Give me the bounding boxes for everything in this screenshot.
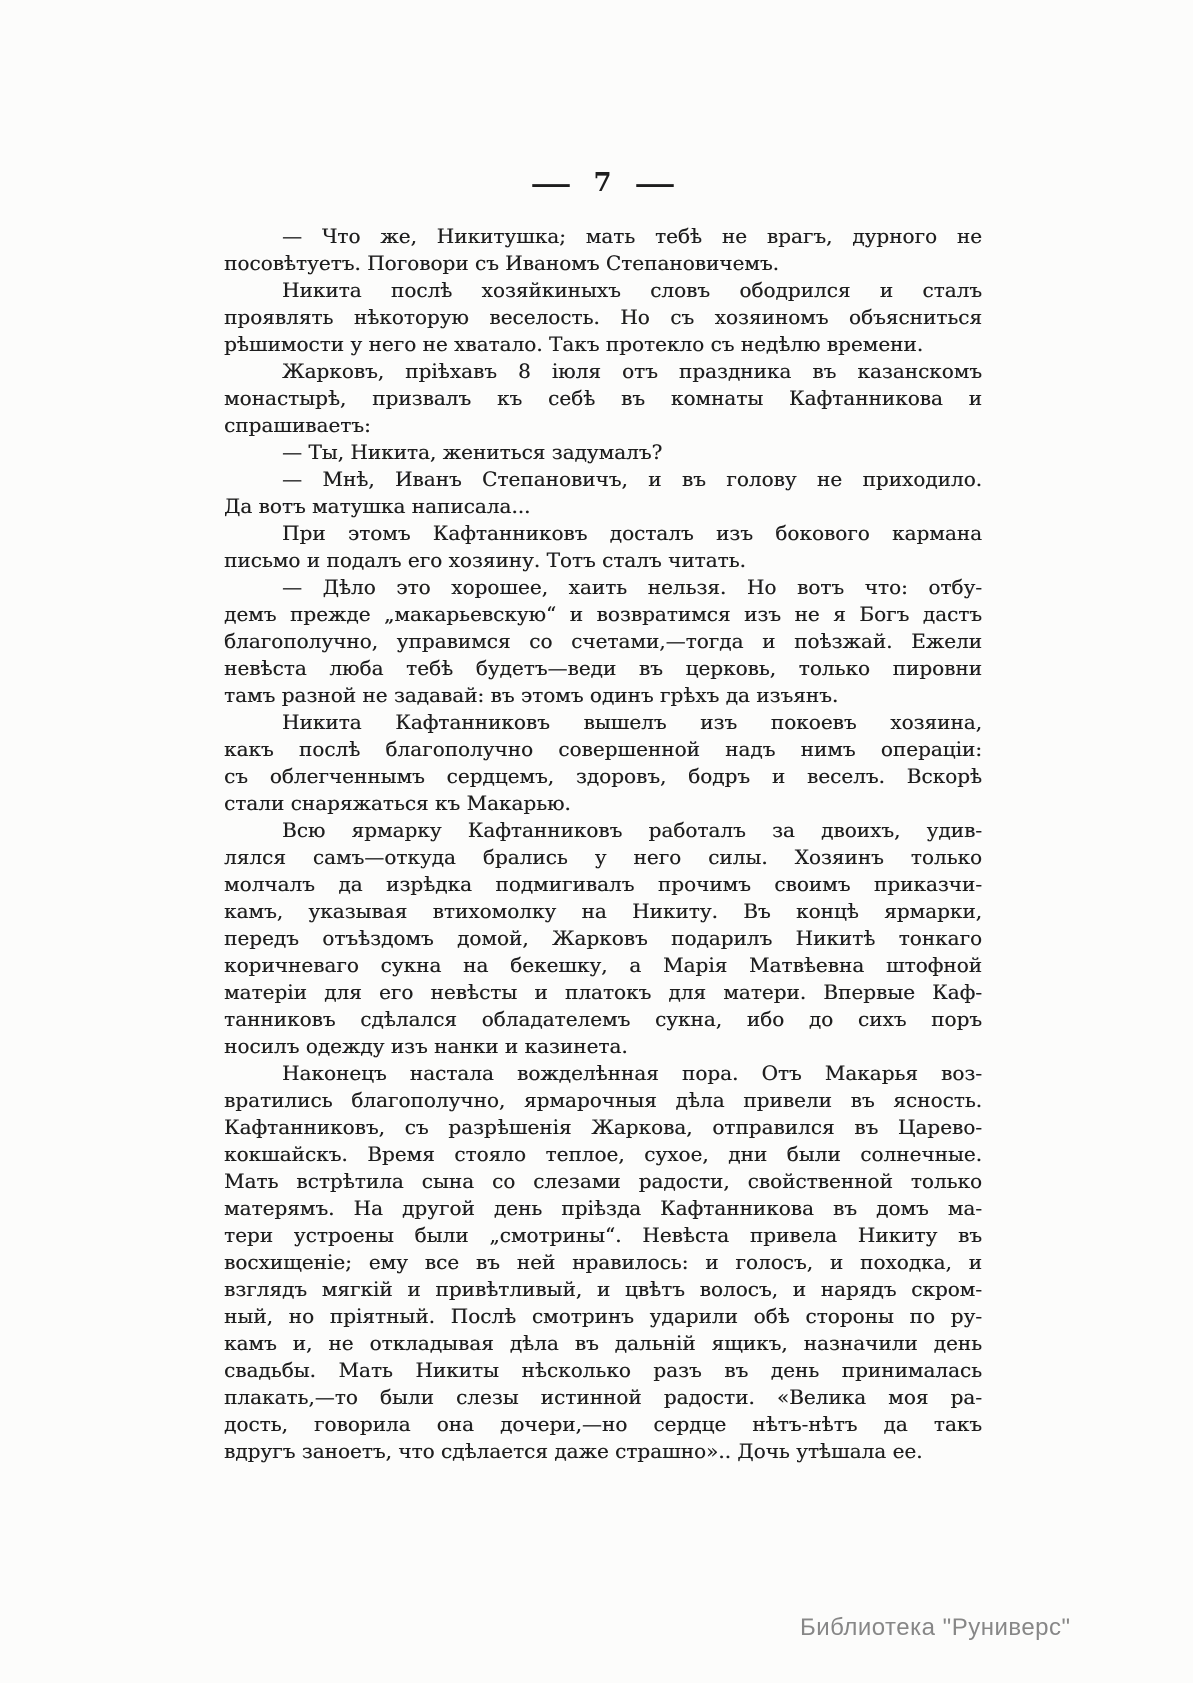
text-line: — Ты, Никита, жениться задумалъ? [282, 440, 663, 464]
text-line: тамъ разной не задавай: въ этомъ одинъ грѣхъ да изъянъ. [224, 683, 839, 707]
text-line: — Что же, Никитушка; мать тебѣ не врагъ, дурного не [282, 224, 982, 248]
text-line: вратились благополучно, ярмарочныя дѣла привели въ ясность. [224, 1088, 982, 1112]
text-line: рѣшимости у него не хватало. Такъ протекло съ недѣлю времени. [224, 332, 924, 356]
text-line: взглядъ мягкій и привѣтливый, и цвѣтъ волосъ, и нарядъ скром- [224, 1277, 982, 1301]
text-line: монастырѣ, призвалъ къ себѣ въ комнаты Кафтанникова и [224, 386, 982, 410]
body-text [224, 223, 982, 1465]
text-line: Никита Кафтанниковъ вышелъ изъ покоевъ хозяина, [282, 710, 982, 734]
paragraph [224, 439, 982, 466]
text-line: Никита послѣ хозяйкиныхъ словъ ободрился и сталъ [282, 278, 982, 302]
paragraph [224, 223, 982, 277]
text-line: дость, говорила она дочери,—но сердце нѣтъ-нѣтъ да такъ [224, 1412, 982, 1436]
header-dash-right: — [633, 168, 676, 198]
text-line: демъ прежде „макарьевскую“ и возвратимся изъ не я Богъ дастъ [224, 602, 982, 626]
text-line: — Мнѣ, Иванъ Степановичъ, и въ голову не приходило. [282, 467, 982, 491]
text-line: стали снаряжаться къ Макарью. [224, 791, 571, 815]
text-line: свадьбы. Мать Никиты нѣсколько разъ въ день принималась [224, 1358, 982, 1382]
text-line: Кафтанниковъ, съ разрѣшенія Жаркова, отправился въ Царево- [224, 1115, 982, 1139]
text-line: спрашиваетъ: [224, 413, 371, 437]
text-line: передъ отъѣздомъ домой, Жарковъ подарилъ Никитѣ тонкаго [224, 926, 982, 950]
text-line: кокшайскъ. Время стояло теплое, сухое, дни были солнечные. [224, 1142, 982, 1166]
paragraph [224, 277, 982, 358]
text-line: невѣста люба тебѣ будетъ—веди въ церковь, только пировни [224, 656, 982, 680]
text-line: носилъ одежду изъ нанки и казинета. [224, 1034, 628, 1058]
paragraph [224, 1060, 982, 1465]
text-line: лялся самъ—откуда брались у него силы. Хозяинъ только [224, 845, 982, 869]
text-line: какъ послѣ благополучно совершенной надъ нимъ операціи: [224, 737, 982, 761]
watermark: Библиотека "Руниверс" [800, 1614, 1071, 1641]
text-line: вдругъ заноетъ, что сдѣлается даже страшно».. Дочь утѣшала ее. [224, 1439, 923, 1463]
paragraph [224, 358, 982, 439]
text-line: Жарковъ, пріѣхавъ 8 іюля отъ праздника въ казанскомъ [282, 359, 982, 383]
text-line: восхищеніе; ему все въ ней нравилось: и голосъ, и походка, и [224, 1250, 982, 1274]
text-line: Да вотъ матушка написала... [224, 494, 531, 518]
text-line: матеріи для его невѣсты и платокъ для матери. Впервые Каф- [224, 980, 982, 1004]
paragraph [224, 574, 982, 709]
paragraph [224, 520, 982, 574]
text-line: ный, но пріятный. Послѣ смотринъ ударили обѣ стороны по ру- [224, 1304, 982, 1328]
text-line: съ облегченнымъ сердцемъ, здоровъ, бодръ и веселъ. Вскорѣ [224, 764, 982, 788]
text-line: камъ и, не откладывая дѣла въ дальній ящикъ, назначили день [224, 1331, 982, 1355]
text-line: Всю ярмарку Кафтанниковъ работалъ за двоихъ, удив- [282, 818, 982, 842]
text-line: письмо и подалъ его хозяину. Тотъ сталъ читать. [224, 548, 746, 572]
text-line: При этомъ Кафтанниковъ досталъ изъ бокового кармана [282, 521, 982, 545]
text-line: матерямъ. На другой день пріѣзда Кафтанникова въ домъ ма- [224, 1196, 982, 1220]
text-line: Мать встрѣтила сына со слезами радости, свойственной только [224, 1169, 982, 1193]
page-header [224, 168, 982, 198]
text-line: плакать,—то были слезы истинной радости. «Велика моя ра- [224, 1385, 982, 1409]
paragraph [224, 817, 982, 1060]
paragraph [224, 466, 982, 520]
text-line: Наконецъ настала вожделѣнная пора. Отъ Макарья воз- [282, 1061, 982, 1085]
text-line: коричневаго сукна на бекешку, а Марія Матвѣевна штофной [224, 953, 982, 977]
text-line: танниковъ сдѣлался обладателемъ сукна, ибо до сихъ поръ [224, 1007, 982, 1031]
text-line: проявлять нѣкоторую веселость. Но съ хозяиномъ объясниться [224, 305, 982, 329]
page-number: 7 [593, 168, 613, 198]
header-dash-left: — [530, 168, 573, 198]
text-line: молчалъ да изрѣдка подмигивалъ прочимъ своимъ приказчи- [224, 872, 982, 896]
text-line: посовѣтуетъ. Поговори съ Иваномъ Степановичемъ. [224, 251, 779, 275]
text-line: тери устроены были „смотрины“. Невѣста привела Никиту въ [224, 1223, 982, 1247]
text-line: — Дѣло это хорошее, хаить нельзя. Но вотъ что: отбу- [282, 575, 982, 599]
paragraph [224, 709, 982, 817]
text-line: благополучно, управимся со счетами,—тогда и поѣзжай. Ежели [224, 629, 982, 653]
text-line: камъ, указывая втихомолку на Никиту. Въ концѣ ярмарки, [224, 899, 982, 923]
